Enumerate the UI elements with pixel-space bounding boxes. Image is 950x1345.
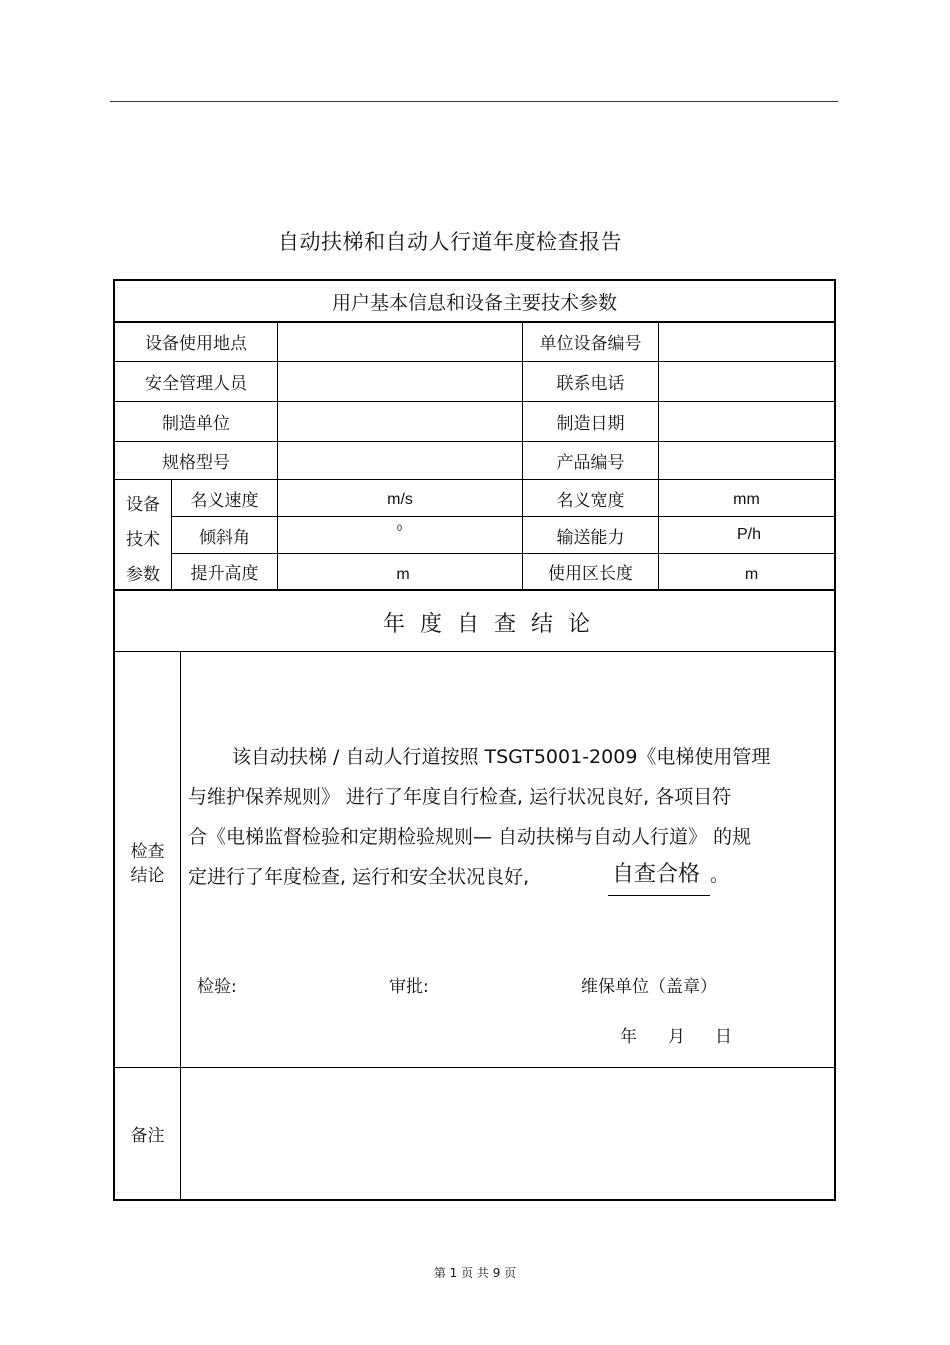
document-title: 自动扶梯和自动人行道年度检查报告	[278, 230, 622, 254]
label-usage-location: 设备使用地点	[145, 334, 247, 354]
header-rule	[110, 101, 838, 102]
conclusion-line-3: 合《电梯监督检验和定期检验规则— 自动扶梯与自动人行道》 的规	[188, 826, 752, 848]
conclusion-line-4: 定进行了年度检查, 运行和安全状况良好,	[188, 866, 530, 888]
remarks-label: 备注	[130, 1126, 165, 1146]
value-phone[interactable]	[659, 362, 834, 401]
tech-group-label-1: 设备	[126, 494, 160, 515]
page-footer: 第 1 页 共 9 页	[433, 1266, 517, 1280]
inspect-label: 检验:	[197, 977, 237, 997]
label-safety-manager: 安全管理人员	[145, 374, 247, 394]
date-month-label: 月	[668, 1027, 685, 1047]
col-rule-conclusion	[180, 651, 181, 1200]
remarks-value[interactable]	[182, 1068, 834, 1199]
label-manufacturer: 制造单位	[162, 414, 230, 434]
conclusion-label-1: 检查	[130, 841, 165, 862]
label-product-number: 产品编号	[556, 453, 625, 473]
table-border-bottom	[113, 1199, 836, 1201]
label-rise-height: 提升高度	[190, 564, 259, 584]
unit-rated-width[interactable]: mm	[733, 491, 760, 508]
approve-label: 审批:	[389, 977, 429, 997]
tech-group-label-2: 技术	[126, 529, 160, 550]
label-phone: 联系电话	[556, 374, 625, 394]
unit-rated-speed[interactable]: m/s	[387, 491, 413, 508]
value-equipment-number[interactable]	[659, 322, 834, 361]
unit-capacity[interactable]: P/h	[736, 526, 761, 543]
value-manufacturer[interactable]	[278, 402, 522, 441]
maintenance-unit-label: 维保单位（盖章）	[581, 977, 717, 997]
date-day-label: 日	[715, 1027, 732, 1047]
tech-group-label-3: 参数	[126, 564, 160, 585]
conclusion-result-wrap	[608, 855, 729, 896]
conclusion-line-2: 与维护保养规则》 进行了年度自行检查, 运行状况良好, 各项目符	[188, 786, 732, 808]
conclusion-line-1: 该自动扶梯 / 自动人行道按照 TSGT5001-2009《电梯使用管理	[232, 746, 771, 768]
value-manufacture-date[interactable]	[659, 402, 834, 441]
label-manufacture-date: 制造日期	[556, 414, 625, 434]
value-model[interactable]	[278, 442, 522, 479]
label-equipment-number: 单位设备编号	[539, 334, 642, 354]
label-rated-width: 名义宽度	[556, 490, 625, 511]
label-model: 规格型号	[162, 453, 230, 473]
label-usage-length: 使用区长度	[548, 564, 633, 584]
conclusion-paragraph	[188, 737, 828, 907]
conclusion-label-2: 结论	[130, 865, 165, 886]
label-capacity: 输送能力	[556, 527, 625, 548]
unit-inclination-degree: 0	[397, 523, 403, 533]
section2-header: 年 度 自 查 结 论	[383, 611, 594, 637]
date-year-label: 年	[620, 1027, 637, 1047]
label-rated-speed: 名义速度	[190, 490, 259, 511]
conclusion-period: 。	[710, 864, 730, 886]
conclusion-result: 自查合格	[608, 855, 710, 896]
unit-rise-height[interactable]: m	[396, 565, 410, 583]
unit-usage-length[interactable]: m	[744, 565, 759, 583]
value-usage-location[interactable]	[278, 322, 522, 361]
table-border-right	[834, 279, 836, 1201]
value-inclination[interactable]	[278, 517, 522, 553]
value-safety-manager[interactable]	[278, 362, 522, 401]
label-inclination: 倾斜角	[199, 527, 250, 548]
value-product-number[interactable]	[659, 442, 834, 479]
section1-header: 用户基本信息和设备主要技术参数	[331, 291, 617, 314]
